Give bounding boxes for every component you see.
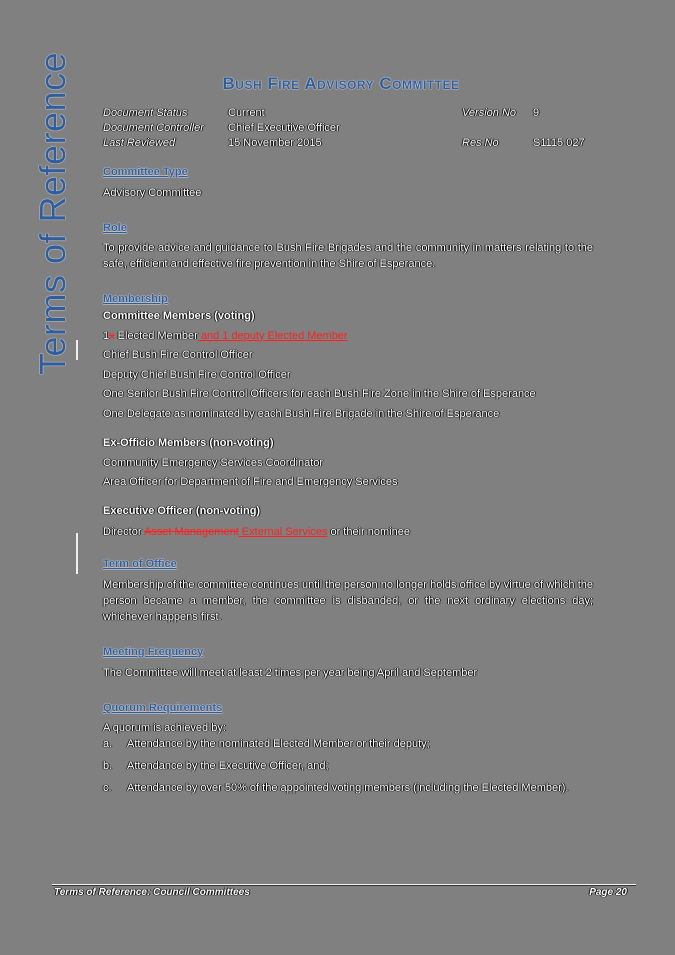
tracked-insertion: and 1 deputy Elected Member <box>197 329 348 342</box>
elected-text: Elected Member <box>114 329 198 342</box>
list-text: Attendance by the Executive Officer, and; <box>127 759 329 772</box>
meeting-frequency-text: The Committee will meet at least 2 times per year being April and September <box>103 666 478 679</box>
voting-member: Deputy Chief Bush Fire Control Officer <box>103 368 291 381</box>
tracked-insertion: External Services <box>238 526 328 538</box>
role-text: To provide advice and guidance to Bush Fire Brigades and the community in matters relating to the safe, efficient and effective fire prevention in the Shire of Esperance. <box>103 242 593 270</box>
version-label: Version No <box>462 107 517 119</box>
change-bar <box>76 533 78 574</box>
quorum-intro: A quorum is achieved by: <box>103 721 226 734</box>
voting-member: One Delegate as nominated by each Bush Fire Brigade in the Shire of Esperance <box>103 407 500 420</box>
committee-type-text: Advisory Committee <box>103 187 202 199</box>
list-text: Attendance by the nominated Elected Member or their deputy; <box>127 737 430 750</box>
document-metadata <box>103 107 603 152</box>
ex-officio-member: Area Officer for Department of Fire and Emergency Services <box>103 476 398 488</box>
document-controller-value: Chief Executive Officer <box>228 122 340 134</box>
document-body <box>103 166 593 796</box>
tracked-deletion: Asset Management <box>143 526 239 538</box>
footer-divider <box>52 884 636 886</box>
elected-prefix: 1 <box>103 329 110 342</box>
elected-member-line <box>103 327 593 347</box>
change-bar <box>76 340 78 360</box>
voting-member: One Senior Bush Fire Control Officers for each Bush Fire Zone in the Shire of Esperance <box>103 388 536 400</box>
ex-officio-heading: Ex-Officio Members (non-voting) <box>103 437 274 449</box>
ex-officio-member: Community Emergency Services Coordinator <box>103 456 324 469</box>
exec-suffix: or their nominee <box>327 526 410 538</box>
list-text: Attendance by over 50% of the appointed voting members (including the Elected Member). <box>127 781 569 794</box>
document-status-label: Document Status <box>103 107 188 119</box>
executive-officer-line <box>103 523 593 543</box>
voting-member: Chief Bush Fire Control Officer <box>103 349 253 361</box>
footer-left: Terms of Reference: Council Committees <box>54 887 250 898</box>
document-status-value: Current <box>228 107 265 119</box>
side-title <box>30 51 74 375</box>
list-marker: b. <box>103 759 113 772</box>
role-heading: Role <box>103 222 127 234</box>
quorum-item <box>103 780 593 796</box>
last-reviewed-value: 15 November 2015 <box>228 137 322 149</box>
tracked-deletion: x <box>109 329 115 342</box>
last-reviewed-label: Last Reviewed <box>103 137 176 149</box>
committee-type-heading: Committee Type <box>103 166 188 178</box>
side-title-text: Terms of Reference <box>32 51 73 375</box>
term-of-office-heading: Term of Office <box>103 557 177 570</box>
term-of-office-text: Membership of the committee continues until the person no longer holds office by virtue of which the person became a member, the committee is disbanded, or the next ordinary elections day; whichever happens first. <box>103 578 593 623</box>
membership-heading: Membership <box>103 293 168 305</box>
exec-prefix: Director <box>103 526 144 538</box>
voting-members-heading: Committee Members (voting) <box>103 310 255 322</box>
document-controller-label: Document Controller <box>103 122 204 134</box>
list-marker: c. <box>103 781 112 794</box>
list-marker: a. <box>103 737 113 750</box>
quorum-heading: Quorum Requirements <box>103 701 223 714</box>
quorum-item <box>103 736 593 752</box>
res-label: Res No <box>462 137 499 149</box>
executive-officer-heading: Executive Officer (non-voting) <box>103 504 261 517</box>
page-title: Bush Fire Advisory Committee <box>222 74 460 93</box>
res-value: S1115 027 <box>533 137 585 149</box>
meeting-frequency-heading: Meeting Frequency <box>103 645 204 658</box>
quorum-item <box>103 758 593 774</box>
page-number: Page 20 <box>589 887 627 898</box>
version-value: 9 <box>533 107 540 119</box>
